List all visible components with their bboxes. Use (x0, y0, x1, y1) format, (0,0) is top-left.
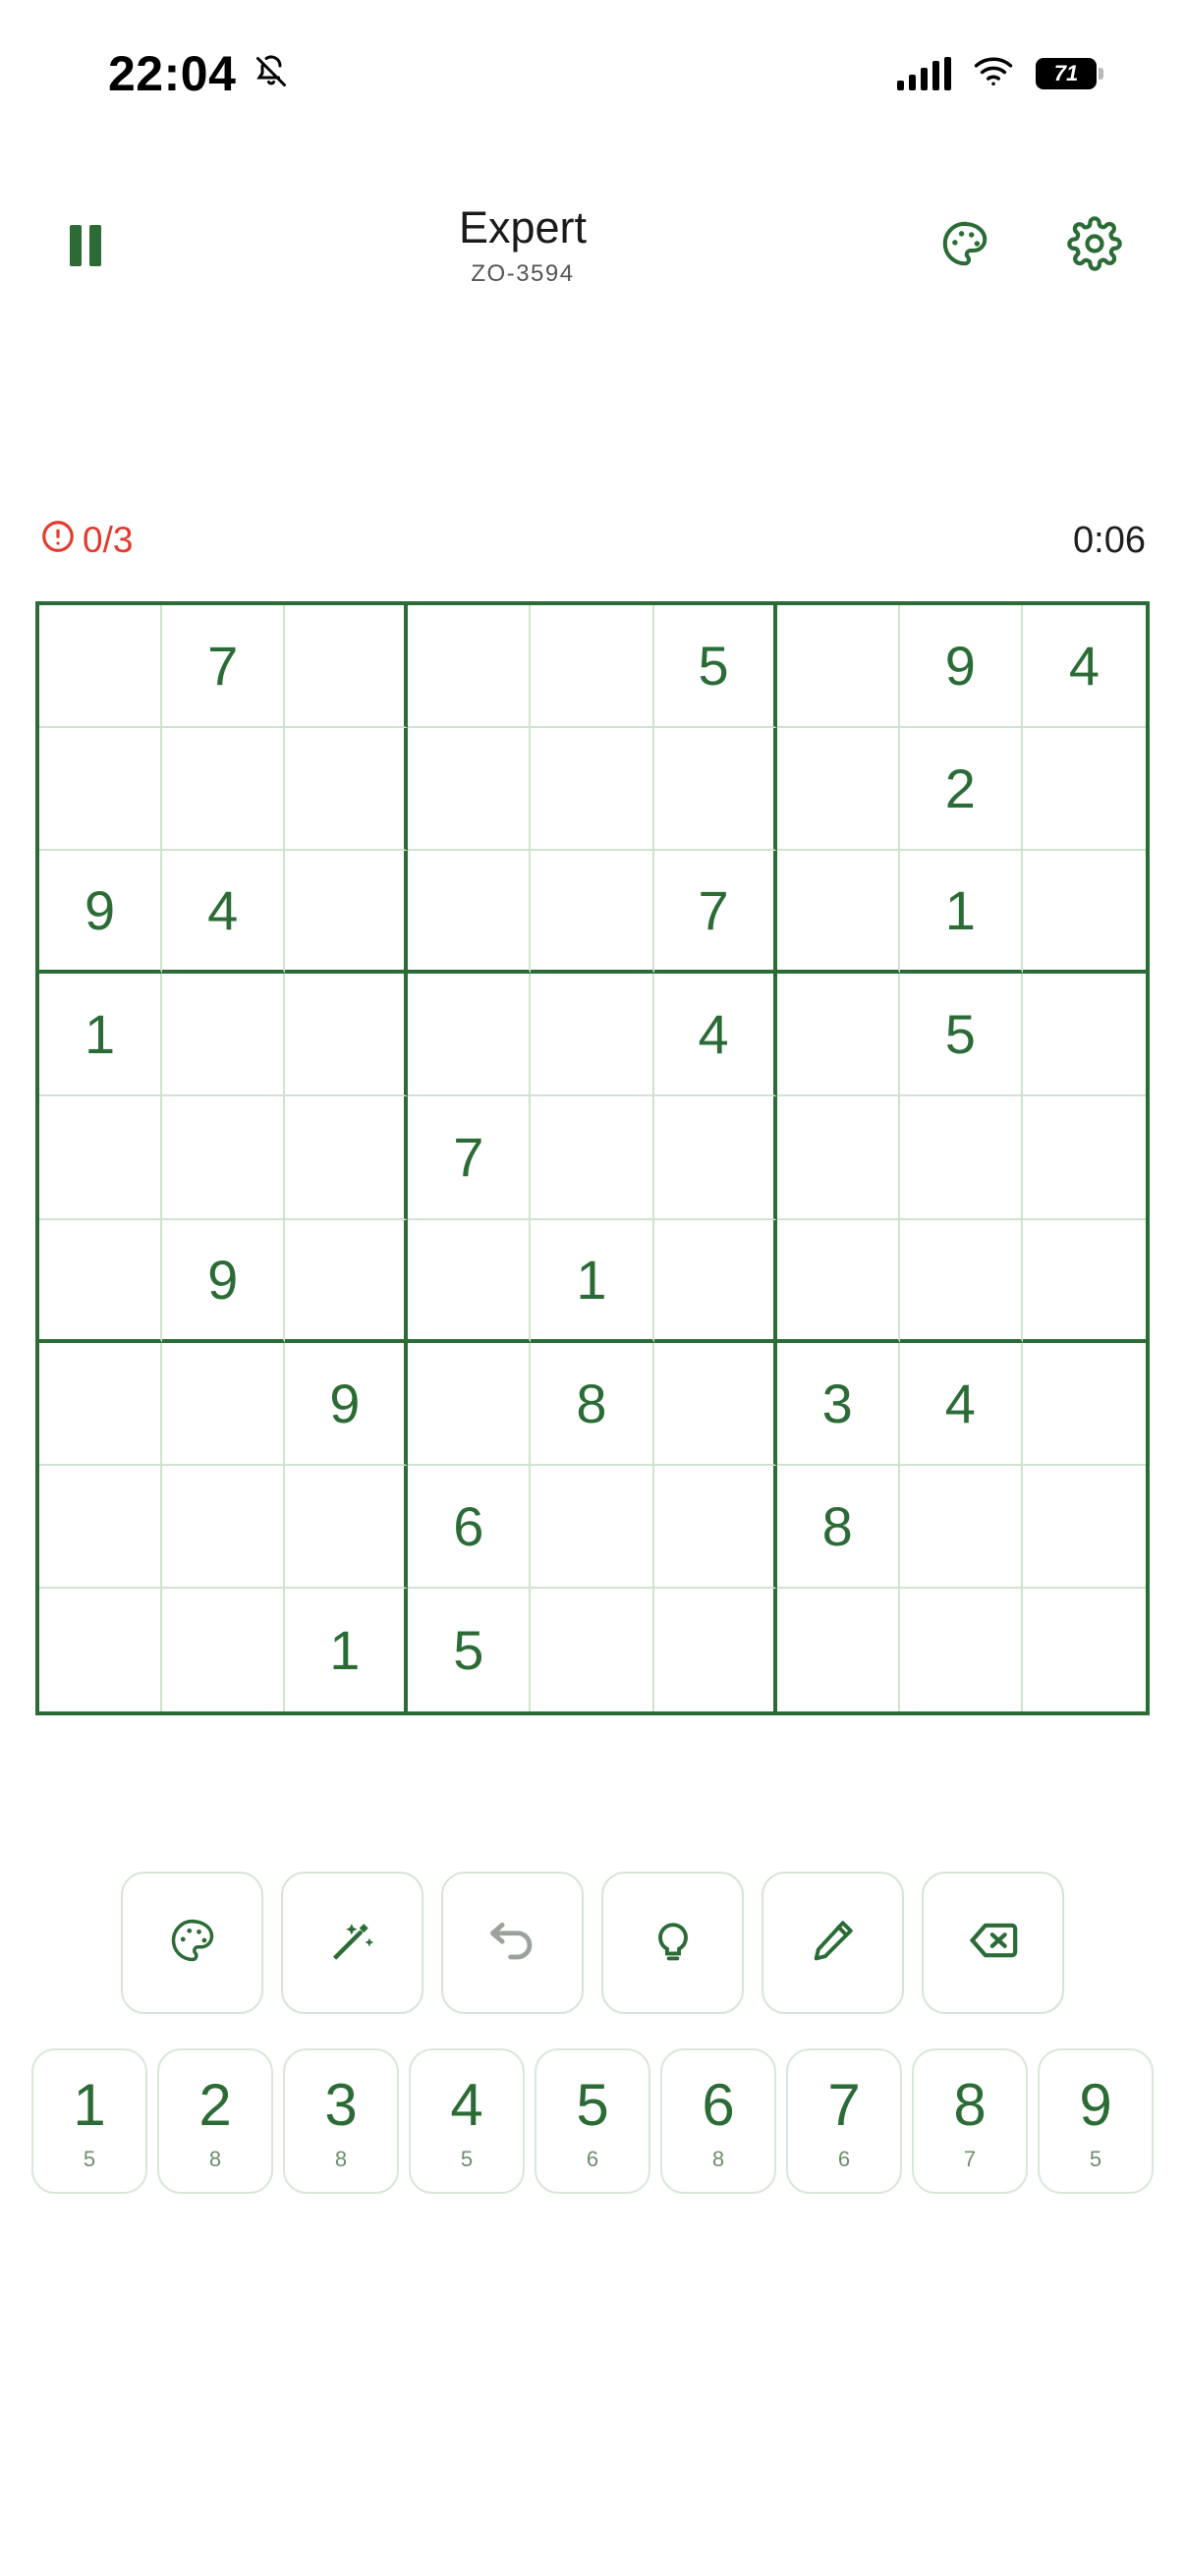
bell-slash-icon (254, 54, 289, 94)
pencil-icon (808, 1915, 859, 1971)
number-key-digit: 1 (73, 2072, 106, 2138)
tool-bar (0, 1872, 1185, 2014)
number-key-7[interactable] (786, 2048, 902, 2194)
number-key-count: 7 (963, 2147, 977, 2171)
board-cell-r7-c8[interactable]: 4 (900, 1343, 1023, 1466)
palette-icon (167, 1915, 218, 1971)
number-key-count: 5 (1089, 2147, 1102, 2171)
board-cell-r2-c6[interactable] (654, 728, 777, 851)
error-circle-icon (39, 518, 77, 564)
puzzle-id: ZO-3594 (471, 260, 575, 288)
number-key-2[interactable] (157, 2048, 273, 2194)
board-cell-r8-c1[interactable] (39, 1466, 162, 1589)
board-cell-r9-c7[interactable] (777, 1589, 900, 1711)
number-key-digit: 9 (1079, 2072, 1112, 2138)
board-cell-r9-c8[interactable] (900, 1589, 1023, 1711)
board-cell-r5-c1[interactable] (39, 1096, 162, 1219)
number-key-digit: 6 (702, 2072, 735, 2138)
board-cell-r5-c9[interactable] (1023, 1096, 1146, 1219)
header-actions (926, 206, 1134, 285)
board-cell-r6-c5[interactable]: 1 (531, 1220, 653, 1343)
board-cell-r1-c4[interactable] (408, 605, 531, 728)
board-cell-r1-c2[interactable]: 7 (162, 605, 285, 728)
board-cell-r9-c6[interactable] (654, 1589, 777, 1711)
number-key-9[interactable] (1038, 2048, 1154, 2194)
board-cell-r6-c2[interactable]: 9 (162, 1220, 285, 1343)
board-cell-r2-c9[interactable] (1023, 728, 1146, 851)
board-cell-r6-c6[interactable] (654, 1220, 777, 1343)
board-cell-r8-c6[interactable] (654, 1466, 777, 1589)
board-cell-r7-c5[interactable]: 8 (531, 1343, 653, 1466)
board-cell-r1-c5[interactable] (531, 605, 653, 728)
number-key-4[interactable] (409, 2048, 525, 2194)
board-cell-r6-c9[interactable] (1023, 1220, 1146, 1343)
board-cell-r2-c4[interactable] (408, 728, 531, 851)
board-cell-r7-c7[interactable]: 3 (777, 1343, 900, 1466)
backspace-icon (966, 1913, 1021, 1973)
board-cell-r2-c5[interactable] (531, 728, 653, 851)
number-key-digit: 5 (576, 2072, 609, 2138)
status-bar (0, 0, 1185, 147)
board-cell-r3-c4[interactable] (408, 851, 531, 974)
board-cell-r8-c4[interactable]: 6 (408, 1466, 531, 1589)
mistakes-text: 0/3 (83, 520, 134, 560)
number-key-count: 6 (586, 2147, 599, 2171)
board-cell-r2-c8[interactable]: 2 (900, 728, 1023, 851)
board-cell-r3-c2[interactable]: 4 (162, 851, 285, 974)
board-cell-r1-c7[interactable] (777, 605, 900, 728)
number-key-count: 8 (334, 2147, 348, 2171)
palette-tool-button[interactable] (121, 1872, 263, 2014)
board-cell-r3-c9[interactable] (1023, 851, 1146, 974)
board-cell-r2-c2[interactable] (162, 728, 285, 851)
undo-arrow-icon (484, 1912, 541, 1974)
sudoku-board[interactable] (35, 601, 1150, 1715)
board-cell-r4-c9[interactable] (1023, 974, 1146, 1096)
board-cell-r4-c4[interactable] (408, 974, 531, 1096)
lightbulb-icon (648, 1915, 699, 1971)
board-cell-r9-c5[interactable] (531, 1589, 653, 1711)
number-key-8[interactable] (912, 2048, 1028, 2194)
number-pad (0, 2048, 1185, 2194)
number-key-digit: 4 (450, 2072, 483, 2138)
board-cell-r5-c4[interactable]: 7 (408, 1096, 531, 1219)
board-cell-r7-c3[interactable]: 9 (285, 1343, 408, 1466)
number-key-6[interactable] (660, 2048, 776, 2194)
board-cell-r8-c9[interactable] (1023, 1466, 1146, 1589)
board-cell-r6-c4[interactable] (408, 1220, 531, 1343)
board-cell-r1-c3[interactable] (285, 605, 408, 728)
board-cell-r3-c5[interactable] (531, 851, 653, 974)
app-header (0, 187, 1185, 305)
board-cell-r3-c3[interactable] (285, 851, 408, 974)
board-cell-r6-c7[interactable] (777, 1220, 900, 1343)
theme-button[interactable] (926, 206, 1004, 285)
palette-icon (938, 217, 991, 275)
gear-icon (1067, 216, 1122, 276)
board-cell-r9-c4[interactable]: 5 (408, 1589, 531, 1711)
number-key-count: 8 (208, 2147, 222, 2171)
board-cell-r6-c8[interactable] (900, 1220, 1023, 1343)
board-cell-r5-c6[interactable] (654, 1096, 777, 1219)
board-cell-r8-c2[interactable] (162, 1466, 285, 1589)
board-cell-r9-c2[interactable] (162, 1589, 285, 1711)
board-cell-r9-c1[interactable] (39, 1589, 162, 1711)
number-key-digit: 7 (827, 2072, 861, 2138)
page-title: Expert (458, 201, 588, 252)
board-cell-r3-c7[interactable] (777, 851, 900, 974)
board-cell-r7-c1[interactable] (39, 1343, 162, 1466)
board-cell-r2-c3[interactable] (285, 728, 408, 851)
cellular-signal-icon (897, 57, 951, 90)
pencil-tool-button[interactable] (762, 1872, 904, 2014)
board-cell-r4-c7[interactable] (777, 974, 900, 1096)
board-cell-r1-c6[interactable]: 5 (654, 605, 777, 728)
board-cell-r3-c1[interactable]: 9 (39, 851, 162, 974)
number-key-count: 5 (83, 2147, 96, 2171)
board-cell-r5-c7[interactable] (777, 1096, 900, 1219)
board-cell-r5-c8[interactable] (900, 1096, 1023, 1219)
board-cell-r8-c3[interactable] (285, 1466, 408, 1589)
board-cell-r3-c6[interactable]: 7 (654, 851, 777, 974)
board-cell-r8-c8[interactable] (900, 1466, 1023, 1589)
board-cell-r4-c2[interactable] (162, 974, 285, 1096)
wifi-icon (973, 56, 1014, 92)
settings-button[interactable] (1055, 206, 1134, 285)
board-cell-r8-c5[interactable] (531, 1466, 653, 1589)
board-cell-r2-c1[interactable] (39, 728, 162, 851)
undo-tool-button[interactable] (441, 1872, 584, 2014)
mistakes-counter (39, 518, 133, 564)
board-cell-r9-c3[interactable]: 1 (285, 1589, 408, 1711)
board-cell-r7-c4[interactable] (408, 1343, 531, 1466)
board-cell-r7-c6[interactable] (654, 1343, 777, 1466)
header-title-block (120, 203, 926, 289)
number-key-1[interactable] (31, 2048, 147, 2194)
status-right (897, 56, 1097, 92)
board-cell-r1-c9[interactable]: 4 (1023, 605, 1146, 728)
number-key-count: 8 (711, 2147, 725, 2171)
game-info-row (0, 511, 1185, 570)
magic-wand-tool-button[interactable] (281, 1872, 423, 2014)
status-clock: 22:04 (108, 46, 237, 101)
board-cell-r7-c9[interactable] (1023, 1343, 1146, 1466)
pause-button[interactable] (51, 211, 120, 280)
number-key-5[interactable] (535, 2048, 650, 2194)
board-cell-r5-c5[interactable] (531, 1096, 653, 1219)
number-key-count: 5 (460, 2147, 474, 2171)
board-cell-r6-c3[interactable] (285, 1220, 408, 1343)
board-cell-r4-c5[interactable] (531, 974, 653, 1096)
number-key-digit: 2 (198, 2072, 232, 2138)
board-cell-r4-c8[interactable]: 5 (900, 974, 1023, 1096)
board-cell-r6-c1[interactable] (39, 1220, 162, 1343)
board-cell-r9-c9[interactable] (1023, 1589, 1146, 1711)
board-cell-r1-c8[interactable]: 9 (900, 605, 1023, 728)
board-cell-r3-c8[interactable]: 1 (900, 851, 1023, 974)
battery-level: 71 (1053, 61, 1079, 85)
board-cell-r1-c1[interactable] (39, 605, 162, 728)
board-cell-r8-c7[interactable]: 8 (777, 1466, 900, 1589)
number-key-digit: 8 (953, 2072, 987, 2138)
magic-wand-icon (326, 1914, 379, 1972)
board-cell-r4-c3[interactable] (285, 974, 408, 1096)
number-key-digit: 3 (324, 2072, 358, 2138)
board-cell-r7-c2[interactable] (162, 1343, 285, 1466)
erase-tool-button[interactable] (922, 1872, 1064, 2014)
number-key-count: 6 (837, 2147, 851, 2171)
board-cell-r5-c2[interactable] (162, 1096, 285, 1219)
board-cell-r4-c1[interactable]: 1 (39, 974, 162, 1096)
status-left (108, 45, 289, 102)
game-timer: 0:06 (1073, 519, 1146, 561)
battery-indicator (1036, 58, 1097, 89)
number-key-3[interactable] (283, 2048, 399, 2194)
hint-tool-button[interactable] (601, 1872, 744, 2014)
board-cell-r5-c3[interactable] (285, 1096, 408, 1219)
board-cell-r4-c6[interactable]: 4 (654, 974, 777, 1096)
board-cell-r2-c7[interactable] (777, 728, 900, 851)
